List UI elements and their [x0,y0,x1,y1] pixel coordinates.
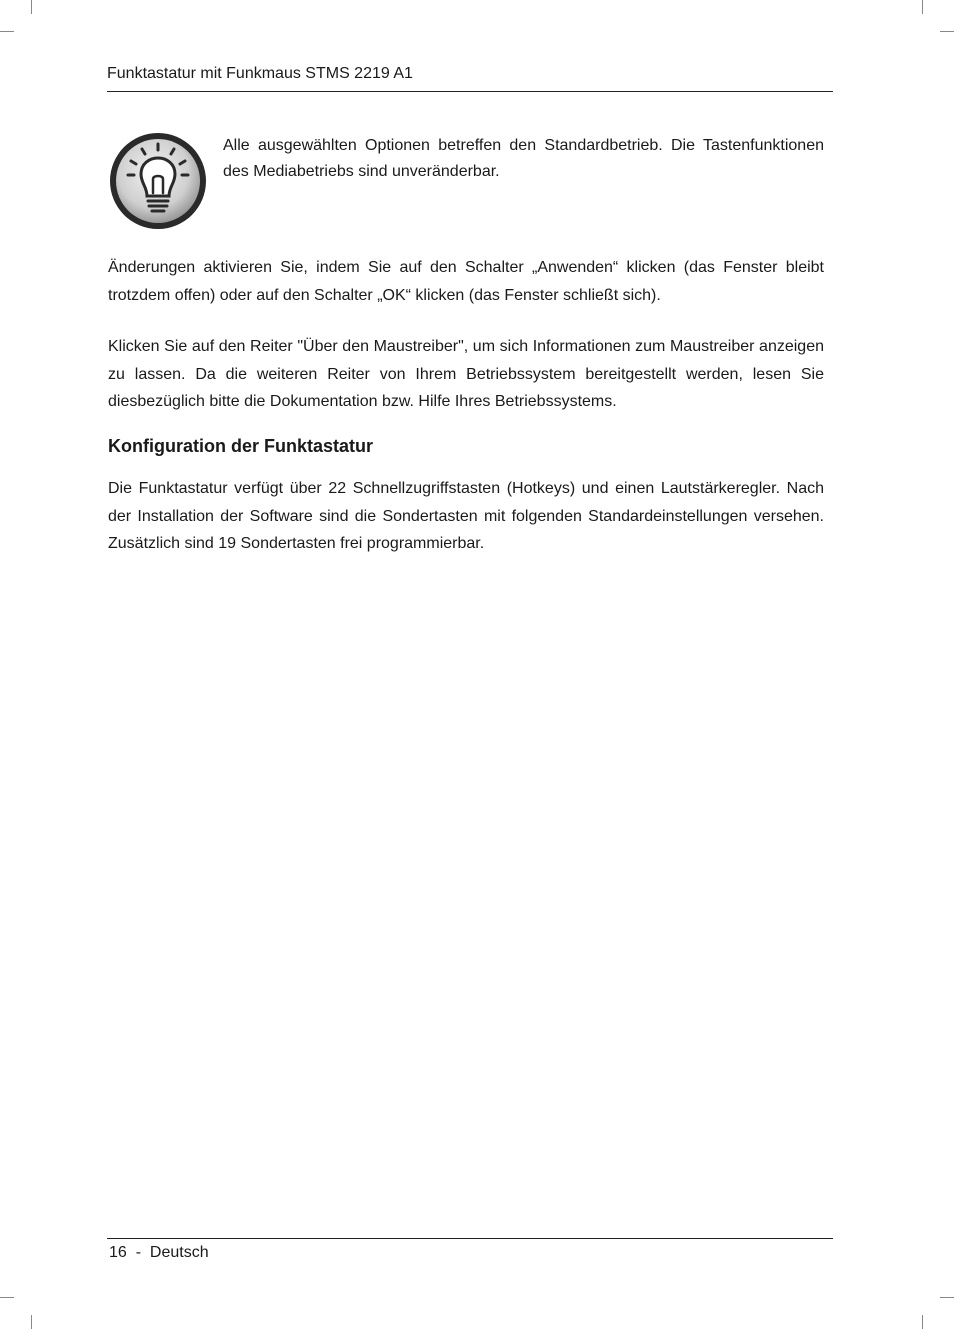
paragraph-keyboard-config: Die Funktastatur verfügt über 22 Schnellzugriffstasten (Hotkeys) und einen Lautstärkeregler. Nach der Installation der Software sind die Sondertasten mit folgenden Standardeinstellungen versehen. Zusätzlich sind 19 Sondertasten frei programmierbar. [108,480,824,552]
crop-mark [922,1315,923,1329]
paragraph-apply-changes: Änderungen aktivieren Sie, indem Sie auf den Schalter „Anwenden“ klicken (das Fenster bleibt trotzdem offen) oder auf den Schalter „OK“ klicken (das Fenster schließt sich). [108,259,824,304]
footer-divider [107,1238,833,1239]
crop-mark [940,31,954,32]
footer-language: Deutsch [149,1244,209,1261]
crop-mark [31,0,32,14]
running-header: Funktastatur mit Funkmaus STMS 2219 A1 [107,65,413,82]
footer-separator: - [135,1244,142,1261]
tip-note: Alle ausgewählten Optionen betreffen den Standardbetrieb. Die Tastenfunktionen des Mediabetriebs sind unveränderbar. [223,137,824,180]
crop-mark [0,31,14,32]
header-divider [107,91,833,92]
page-footer [109,1242,209,1264]
crop-mark [0,1297,14,1298]
crop-mark [940,1297,954,1298]
section-heading: Konfiguration der Funktastatur [108,436,373,456]
crop-mark [31,1315,32,1329]
lightbulb-icon [108,131,208,231]
paragraph-driver-tab: Klicken Sie auf den Reiter "Über den Maustreiber", um sich Informationen zum Maustreiber anzeigen zu lassen. Da die weiteren Reiter von Ihrem Betriebssystem bereitgestellt werden, lesen Sie diesbezüglich bitte die Dokumentation bzw. Hilfe Ihres Betriebssystems. [108,338,824,410]
page-number: 16 [109,1244,127,1261]
crop-mark [922,0,923,14]
